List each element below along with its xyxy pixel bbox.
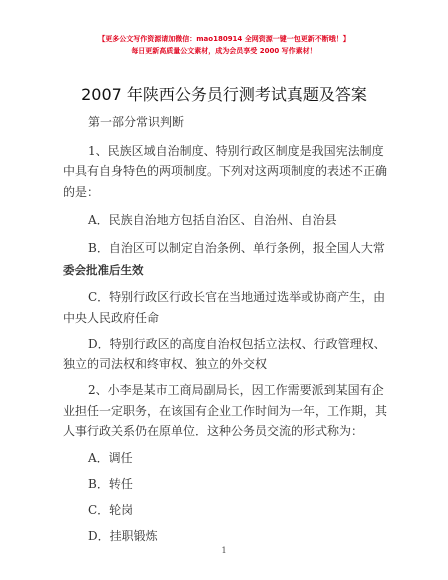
q2-option-d: D．挂职锻炼 <box>88 529 158 543</box>
q2-stem-line-1: 2、小李是某市工商局副局长，因工作需要派到某国有企 <box>88 383 384 397</box>
q1-option-d-line-2: 独立的司法权和终审权、独立的外交权 <box>63 357 268 371</box>
promo-banner-line-1: 【更多公文写作资源请加微信：mao180914 全网资源一键一包更新不断哦！】 <box>98 35 350 43</box>
promo-banner-line-2: 每日更新高质量公文素材，成为会员享受 2000 写作素材！ <box>131 47 317 55</box>
q2-stem-line-3: 人事行政关系仍在原单位．这种公务员交流的形式称为： <box>63 424 364 438</box>
q1-stem-line-3: 的是： <box>63 185 100 199</box>
q2-option-a: A．调任 <box>88 451 133 465</box>
q1-option-b-line-2: 委会批准后生效 <box>63 263 144 277</box>
q2-stem-line-2: 业担任一定职务，在该国有企业工作时间为一年，工作期，其 <box>63 404 388 418</box>
section-heading: 第一部分常识判断 <box>88 115 185 129</box>
document-title: 2007 年陕西公务员行测考试真题及答案 <box>81 85 367 104</box>
q2-option-c: C．轮岗 <box>88 503 134 517</box>
q1-stem-line-1: 1、民族区域自治制度、特别行政区制度是我国宪法制度 <box>88 144 384 158</box>
q1-option-a: A．民族自治地方包括自治区、自治州、自治县 <box>88 213 337 227</box>
q2-option-b: B．转任 <box>88 477 133 491</box>
q1-option-b-line-1: B．自治区可以制定自治条例、单行条例，报全国人大常 <box>88 241 385 255</box>
page-number: 1 <box>221 546 227 555</box>
q1-option-c-line-2: 中央人民政府任命 <box>63 311 160 325</box>
q1-stem-line-2: 中具有自身特色的两项制度。下列对这两项制度的表述不正确 <box>63 164 388 178</box>
q1-option-d-line-1: D．特别行政区的高度自治权包括立法权、行政管理权、 <box>88 337 386 351</box>
q1-option-c-line-1: C．特别行政区行政长官在当地通过选举或协商产生，由 <box>88 290 386 304</box>
